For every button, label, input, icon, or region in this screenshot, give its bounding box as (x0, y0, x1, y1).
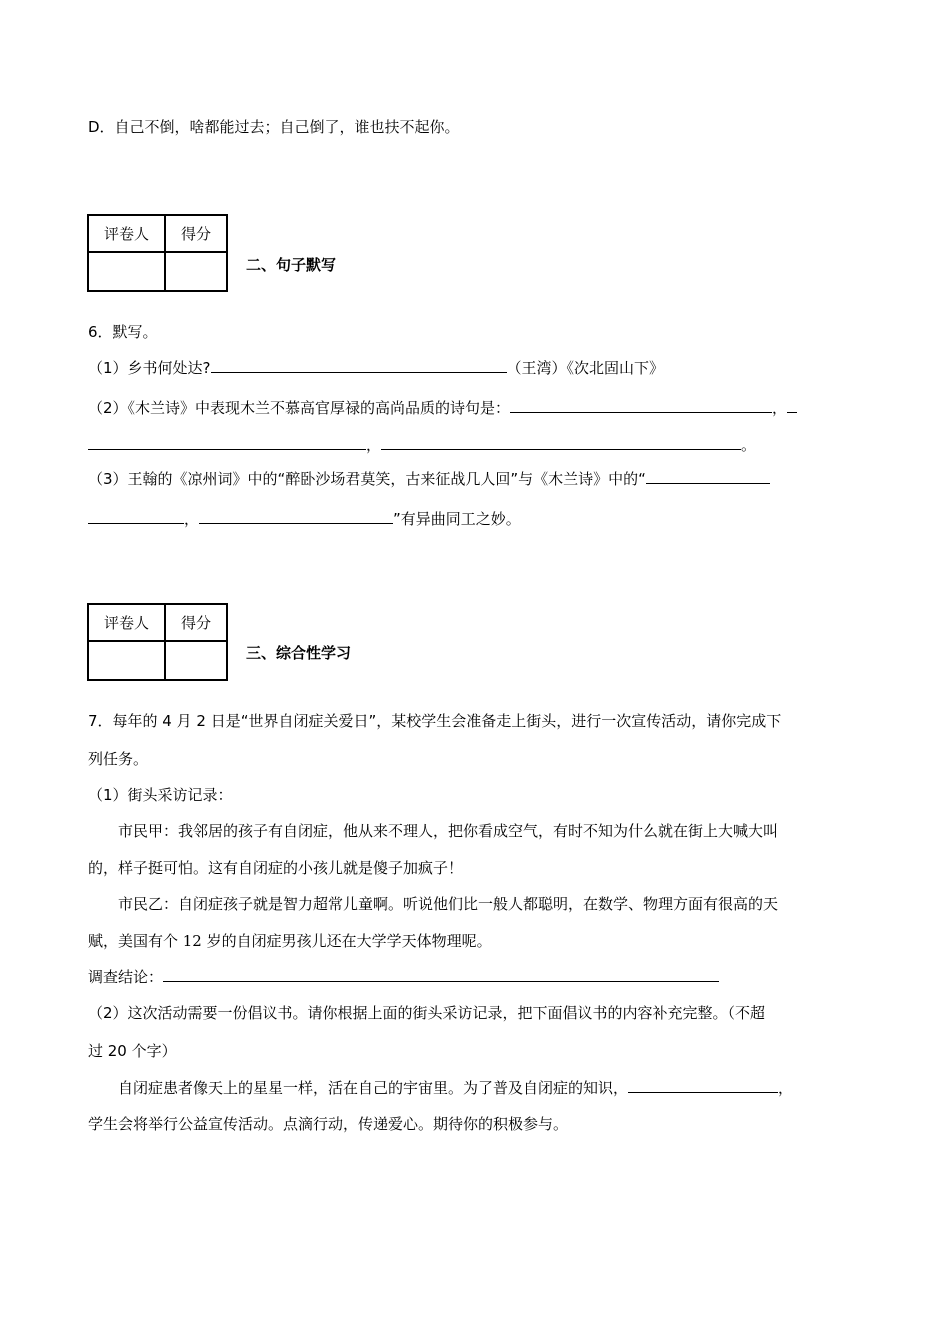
interview-citizen-b-cont: 赋，美国有个 12 岁的自闭症男孩儿还在大学学天体物理呢。 (88, 932, 492, 950)
separator: ， (366, 436, 382, 454)
conclusion-label: 调查结论： (88, 968, 164, 986)
score-label: 得分 (165, 215, 227, 252)
part-text: ”有异曲同工之妙。 (393, 510, 521, 528)
question-stem: 6．默写。 (88, 323, 158, 341)
question-stem-cont: 列任务。 (88, 750, 149, 768)
reviewer-label: 评卷人 (88, 604, 165, 641)
score-table (87, 603, 228, 681)
answer-blank[interactable] (88, 508, 184, 524)
score-cell[interactable] (165, 252, 227, 291)
answer-blank[interactable] (211, 357, 507, 373)
proposal-text (118, 1077, 793, 1098)
answer-blank[interactable] (787, 397, 797, 413)
answer-blank[interactable] (163, 966, 719, 982)
answer-blank[interactable] (510, 397, 772, 413)
question-part-3 (88, 468, 770, 489)
score-table (87, 214, 228, 292)
score-label: 得分 (165, 604, 227, 641)
sub-question-1: （1）街头采访记录： (88, 786, 233, 804)
part-text: （2）《木兰诗》中表现木兰不慕高官厚禄的高尚品质的诗句是： (88, 399, 511, 417)
period: 。 (741, 436, 757, 454)
reviewer-cell[interactable] (88, 641, 165, 680)
question-part-1 (88, 357, 664, 378)
reviewer-cell[interactable] (88, 252, 165, 291)
separator: ， (778, 1079, 794, 1097)
answer-blank[interactable] (88, 434, 366, 450)
separator: ， (184, 510, 200, 528)
option-d: D．自己不倒，啥都能过去；自己倒了，谁也扶不起你。 (88, 118, 460, 136)
question-part-2-cont (88, 434, 756, 455)
interview-citizen-a-cont: 的，样子挺可怕。这有自闭症的小孩儿就是傻子加疯子！ (88, 859, 464, 877)
proposal-part: 自闭症患者像天上的星星一样，活在自己的宇宙里。为了普及自闭症的知识， (118, 1079, 629, 1097)
sub-question-2: （2）这次活动需要一份倡议书。请你根据上面的街头采访记录，把下面倡议书的内容补充完整。（不超 (88, 1004, 766, 1022)
section-title: 二、句子默写 (246, 256, 337, 274)
question-part-2 (88, 397, 797, 418)
part-text: （1）乡书何处达? (88, 359, 211, 377)
part-text: （王湾）《次北固山下》 (506, 359, 665, 377)
sub-question-2-cont: 过 20 个字） (88, 1042, 177, 1060)
reviewer-label: 评卷人 (88, 215, 165, 252)
interview-citizen-a: 市民甲：我邻居的孩子有自闭症，他从来不理人，把你看成空气，有时不知为什么就在街上大喊大叫 (118, 822, 779, 840)
separator: ， (772, 399, 788, 417)
question-stem: 7．每年的 4 月 2 日是“世界自闭症关爱日”，某校学生会准备走上街头，进行一次宣传活动，请你完成下 (88, 712, 782, 730)
conclusion-line (88, 966, 719, 987)
question-part-3-cont (88, 508, 521, 529)
answer-blank[interactable] (381, 434, 741, 450)
proposal-text-cont: 学生会将举行公益宣传活动。点滴行动，传递爱心。期待你的积极参与。 (88, 1115, 569, 1133)
answer-blank[interactable] (628, 1077, 778, 1093)
score-cell[interactable] (165, 641, 227, 680)
answer-blank[interactable] (646, 468, 770, 484)
interview-citizen-b: 市民乙：自闭症孩子就是智力超常儿童啊。听说他们比一般人都聪明，在数学、物理方面有很高的天 (118, 895, 779, 913)
answer-blank[interactable] (199, 508, 393, 524)
section-title: 三、综合性学习 (246, 644, 352, 662)
part-text: （3）王翰的《凉州词》中的“醉卧沙场君莫笑，古来征战几人回”与《木兰诗》中的“ (88, 470, 646, 488)
